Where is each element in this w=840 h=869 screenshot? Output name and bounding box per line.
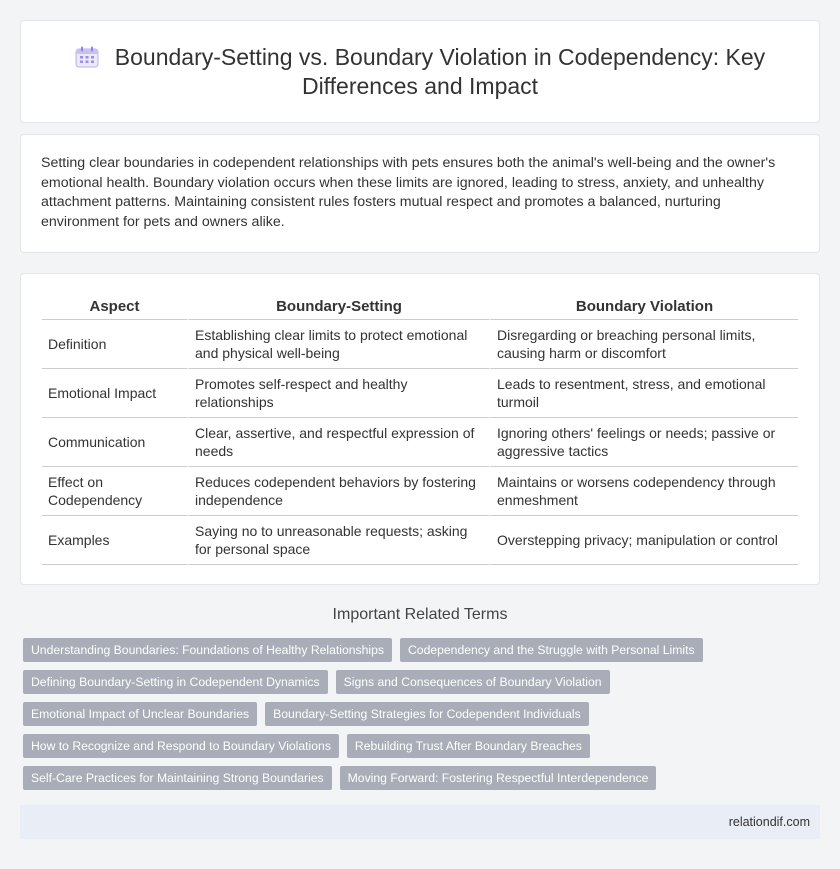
title-text: Boundary-Setting vs. Boundary Violation in Codependency: Key Differences and Impact bbox=[114, 44, 766, 99]
related-term-link[interactable]: Boundary-Setting Strategies for Codependent Individuals bbox=[265, 702, 589, 726]
tag-row bbox=[23, 702, 823, 726]
comparison-card bbox=[20, 273, 820, 585]
header-boundary-setting: Boundary-Setting bbox=[187, 294, 489, 320]
related-term-link[interactable]: Self-Care Practices for Maintaining Strong Boundaries bbox=[23, 766, 332, 790]
violation-cell: Leads to resentment, stress, and emotional turmoil bbox=[489, 369, 798, 418]
aspect-cell: Effect on Codependency bbox=[42, 467, 187, 516]
related-term-link[interactable]: Defining Boundary-Setting in Codependent Dynamics bbox=[23, 670, 328, 694]
table-row bbox=[42, 467, 798, 516]
table-row bbox=[42, 320, 798, 369]
violation-cell: Ignoring others' feelings or needs; passive or aggressive tactics bbox=[489, 418, 798, 467]
setting-cell: Saying no to unreasonable requests; asking for personal space bbox=[187, 516, 489, 565]
related-term-link[interactable]: Emotional Impact of Unclear Boundaries bbox=[23, 702, 257, 726]
page-title bbox=[21, 43, 819, 101]
intro-card bbox=[20, 134, 820, 253]
footer-site-link[interactable]: relationdif.com bbox=[728, 815, 810, 829]
table-row bbox=[42, 516, 798, 565]
calendar-icon bbox=[75, 46, 99, 68]
tag-row bbox=[23, 734, 823, 758]
aspect-cell: Examples bbox=[42, 516, 187, 565]
violation-cell: Overstepping privacy; manipulation or control bbox=[489, 516, 798, 565]
related-term-link[interactable]: Codependency and the Struggle with Personal Limits bbox=[400, 638, 703, 662]
related-term-link[interactable]: Moving Forward: Fostering Respectful Interdependence bbox=[340, 766, 657, 790]
table-header-row bbox=[42, 294, 798, 320]
setting-cell: Promotes self-respect and healthy relationships bbox=[187, 369, 489, 418]
violation-cell: Maintains or worsens codependency through enmeshment bbox=[489, 467, 798, 516]
related-terms-heading: Important Related Terms bbox=[332, 606, 508, 623]
tag-row bbox=[23, 670, 823, 694]
setting-cell: Reduces codependent behaviors by fostering independence bbox=[187, 467, 489, 516]
aspect-cell: Definition bbox=[42, 320, 187, 369]
related-term-link[interactable]: Understanding Boundaries: Foundations of Healthy Relationships bbox=[23, 638, 392, 662]
setting-cell: Establishing clear limits to protect emotional and physical well-being bbox=[187, 320, 489, 369]
related-term-link[interactable]: How to Recognize and Respond to Boundary Violations bbox=[23, 734, 339, 758]
setting-cell: Clear, assertive, and respectful expression of needs bbox=[187, 418, 489, 467]
tag-row bbox=[23, 766, 823, 790]
aspect-cell: Emotional Impact bbox=[42, 369, 187, 418]
aspect-cell: Communication bbox=[42, 418, 187, 467]
comparison-table bbox=[42, 294, 798, 565]
related-terms-list bbox=[23, 638, 823, 798]
related-term-link[interactable]: Signs and Consequences of Boundary Violation bbox=[336, 670, 610, 694]
intro-paragraph: Setting clear boundaries in codependent relationships with pets ensures both the animal's well-being and the owner's emotional health. Boundary violation occurs when these limits are ignored, leading to stress, anxiety, and unhealthy attachment patterns. Maintaining consistent rules fosters mutual respect and promotes a balanced, nurturing environment for pets and owners alike. bbox=[41, 155, 776, 231]
related-term-link[interactable]: Rebuilding Trust After Boundary Breaches bbox=[347, 734, 590, 758]
header-card bbox=[20, 20, 820, 123]
tag-row bbox=[23, 638, 823, 662]
footer bbox=[20, 805, 820, 839]
violation-cell: Disregarding or breaching personal limits, causing harm or discomfort bbox=[489, 320, 798, 369]
header-aspect: Aspect bbox=[42, 294, 187, 320]
table-row bbox=[42, 418, 798, 467]
table-row bbox=[42, 369, 798, 418]
header-boundary-violation: Boundary Violation bbox=[489, 294, 798, 320]
